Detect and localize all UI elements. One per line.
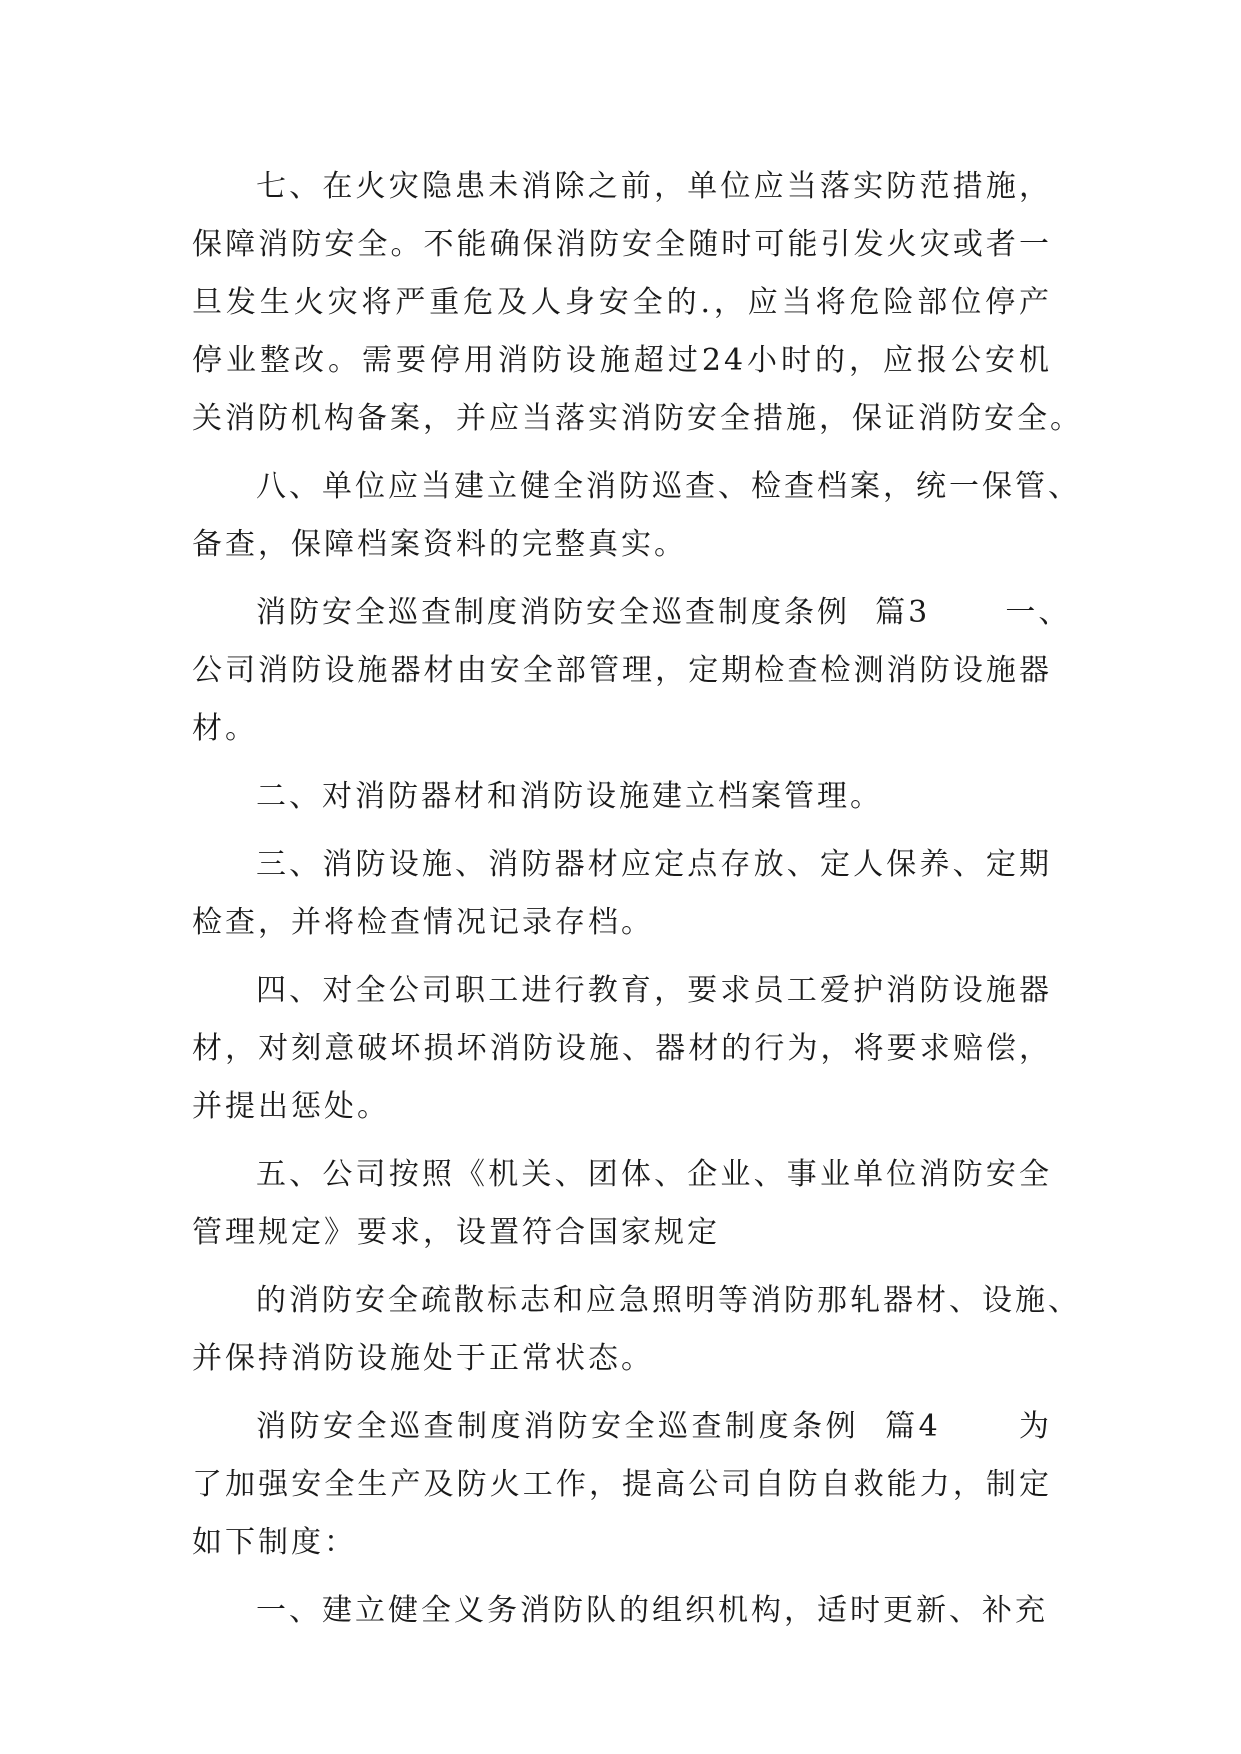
paragraph-line: 二、对消防器材和消防设施建立档案管理。 [256,779,883,814]
paragraph-gap [192,1262,1052,1272]
paragraph-gap [192,448,1052,458]
document-body [192,158,1083,1640]
paragraph-gap [192,952,1052,962]
paragraph-line: 并保持消防设施处于正常状态。 [192,1341,654,1376]
paragraph-gap [192,826,1052,836]
paragraph-line: 一、建立健全义务消防队的组织机构，适时更新、补充 [256,1593,1048,1628]
paragraph-gap [192,574,1052,584]
paragraph-line: 保障消防安全。不能确保消防安全随时可能引发火灾或者一 [192,227,1052,262]
paragraph [192,458,1081,574]
paragraph-line: 三、消防设施、消防器材应定点存放、定人保养、定期 [256,847,1052,882]
paragraph-gap [192,1136,1052,1146]
paragraph-line: 公司消防设施器材由安全部管理，定期检查检测消防设施器 [192,653,1052,688]
paragraph-gap [192,758,1052,768]
paragraph [192,1146,1052,1262]
paragraph-line: 检查，并将检查情况记录存档。 [192,905,654,940]
paragraph-line: 七、在火灾隐患未消除之前，单位应当落实防范措施， [256,169,1052,204]
paragraph-line: 关消防机构备案，并应当落实消防安全措施，保证消防安全。 [192,401,1083,436]
paragraph-line: 管理规定》要求，设置符合国家规定 [192,1215,720,1250]
paragraph-line: 消防安全巡查制度消防安全巡查制度条例 篇3 一、 [256,595,1072,630]
paragraph [192,1398,1052,1572]
paragraph-line: 五、公司按照《机关、团体、企业、事业单位消防安全 [256,1157,1052,1192]
paragraph [192,962,1052,1136]
paragraph [192,158,1083,448]
paragraph-line: 旦发生火灾将严重危及人身安全的.，应当将危险部位停产 [192,285,1052,320]
paragraph [192,768,1052,826]
paragraph-line: 如下制度： [192,1525,357,1560]
paragraph-line: 了加强安全生产及防火工作，提高公司自防自救能力，制定 [192,1467,1052,1502]
paragraph [192,836,1052,952]
paragraph [192,584,1072,758]
paragraph-line: 八、单位应当建立健全消防巡查、检查档案，统一保管、 [256,469,1081,504]
paragraph-line: 备查，保障档案资料的完整真实。 [192,527,687,562]
paragraph-line: 的消防安全疏散标志和应急照明等消防那轧器材、设施、 [256,1283,1081,1318]
paragraph-line: 材。 [192,711,258,746]
paragraph [192,1582,1052,1640]
paragraph-line: 停业整改。需要停用消防设施超过24小时的，应报公安机 [192,343,1052,378]
paragraph [192,1272,1081,1388]
paragraph-gap [192,1388,1052,1398]
paragraph-gap [192,1572,1052,1582]
paragraph-line: 材，对刻意破坏损坏消防设施、器材的行为，将要求赔偿， [192,1031,1052,1066]
paragraph-line: 四、对全公司职工进行教育，要求员工爱护消防设施器 [256,973,1052,1008]
paragraph-line: 并提出惩处。 [192,1089,390,1124]
paragraph-line: 消防安全巡查制度消防安全巡查制度条例 篇4 为 [256,1409,1052,1444]
